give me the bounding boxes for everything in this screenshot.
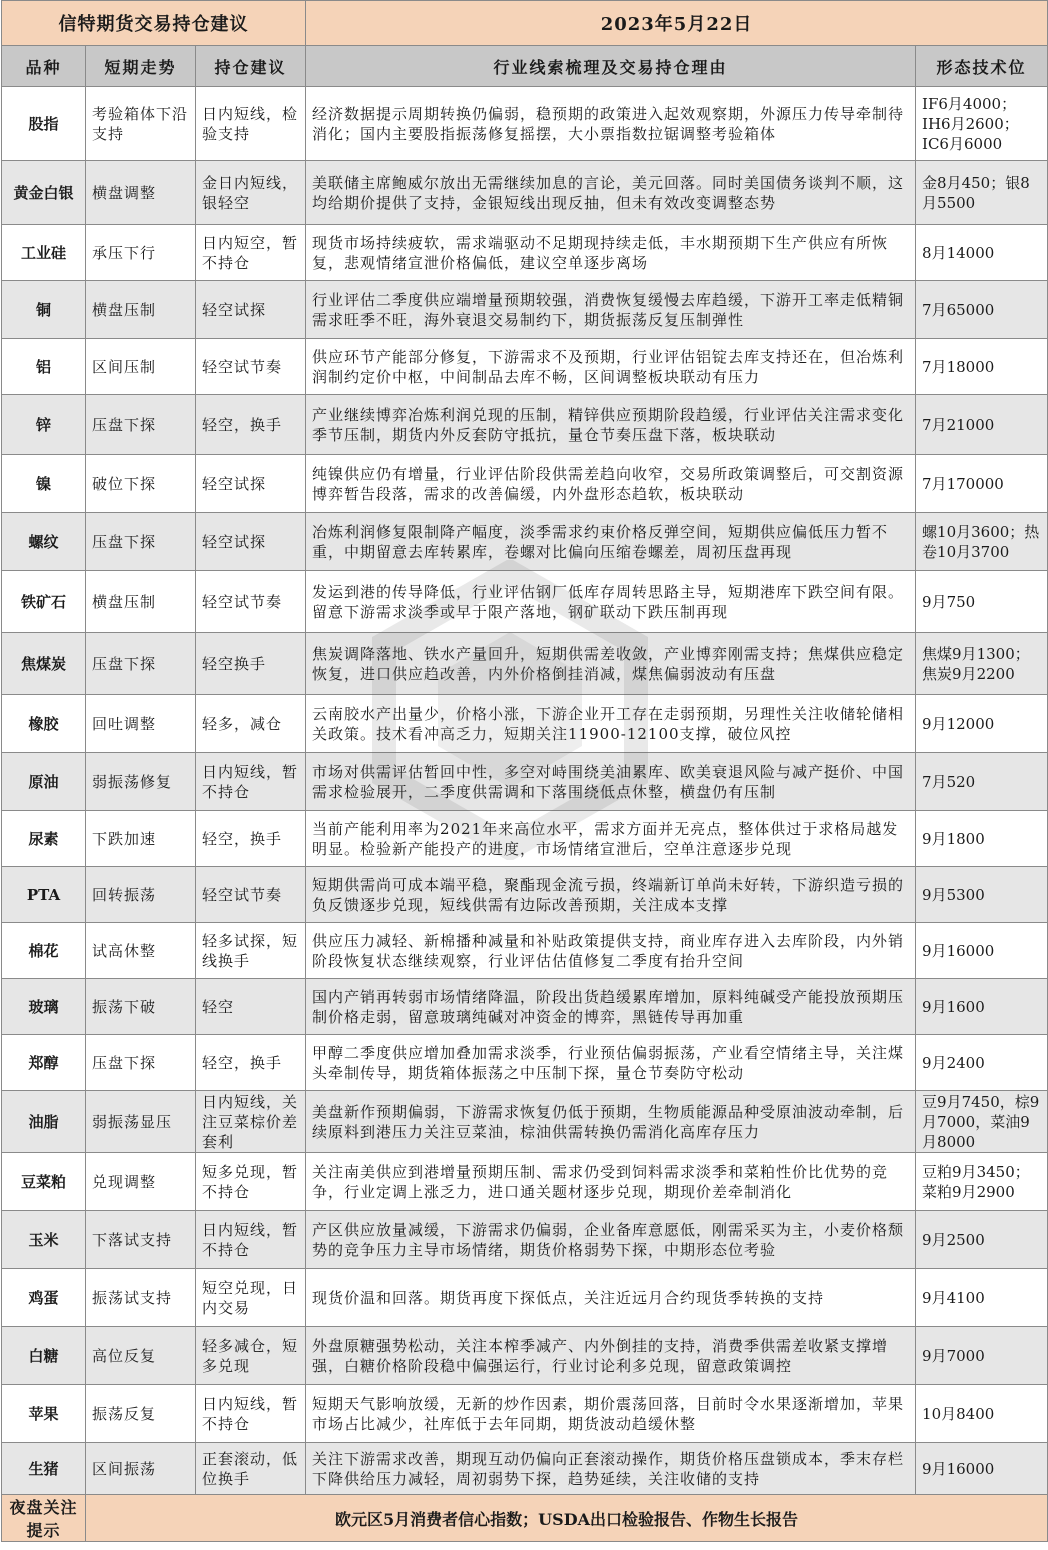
reason-cell: 云南胶水产出量少，价格小涨，下游企业开工存在走弱预期，另理性关注收储轮储相关政策。技术看冲高乏力，短期关注11900-12100支撑，破位风控 bbox=[306, 695, 916, 753]
tech-level-cell: 焦煤9月1300；焦炭9月2200 bbox=[916, 633, 1048, 695]
tech-level-cell: 9月16000 bbox=[916, 923, 1048, 979]
variety-cell: 股指 bbox=[2, 87, 86, 161]
tech-level-cell: 7月18000 bbox=[916, 339, 1048, 395]
table-row bbox=[2, 225, 1048, 281]
table-row bbox=[2, 1385, 1048, 1443]
table-row bbox=[2, 281, 1048, 339]
variety-cell: 豆菜粕 bbox=[2, 1153, 86, 1211]
column-header-position: 持仓建议 bbox=[196, 46, 306, 87]
position-cell: 日内短空，暂不持仓 bbox=[196, 225, 306, 281]
variety-cell: 油脂 bbox=[2, 1091, 86, 1153]
tech-level-cell: 9月12000 bbox=[916, 695, 1048, 753]
variety-cell: 铁矿石 bbox=[2, 571, 86, 633]
reason-cell: 关注下游需求改善，期现互动仍偏向正套滚动操作，期货价格压盘锁成本，季末存栏下降供给压力减轻，周初弱势下探，趋势延续，关注收储的支持 bbox=[306, 1443, 916, 1495]
trend-cell: 回转振荡 bbox=[86, 867, 196, 923]
variety-cell: 苹果 bbox=[2, 1385, 86, 1443]
tech-level-cell: 9月16000 bbox=[916, 1443, 1048, 1495]
reason-cell: 甲醇二季度供应增加叠加需求淡季，行业预估偏弱振荡，产业看空情绪主导，关注煤头牵制传导，期货箱体振荡之中压制下探，量仓节奏防守松动 bbox=[306, 1035, 916, 1091]
footer-row bbox=[2, 1495, 1048, 1542]
reason-cell: 产业继续博弈冶炼利润兑现的压制，精锌供应预期阶段趋缓，行业评估关注需求变化季节压制，期货内外反套防守抵抗，量仓节奏压盘下落，板块联动 bbox=[306, 395, 916, 455]
trend-cell: 考验箱体下沿支持 bbox=[86, 87, 196, 161]
reason-cell: 美联储主席鲍威尔放出无需继续加息的言论，美元回落。同时美国债务谈判不顺，这均给期价提供了支持，金银短线出现反抽，但未有效改变调整态势 bbox=[306, 161, 916, 225]
column-header-reason: 行业线索梳理及交易持仓理由 bbox=[306, 46, 916, 87]
position-cell: 轻空试节奏 bbox=[196, 339, 306, 395]
title-row bbox=[2, 1, 1048, 46]
column-header-tech-level: 形态技术位 bbox=[916, 46, 1048, 87]
position-cell: 轻空试探 bbox=[196, 513, 306, 571]
trend-cell: 横盘调整 bbox=[86, 161, 196, 225]
variety-cell: 玻璃 bbox=[2, 979, 86, 1035]
trend-cell: 试高休整 bbox=[86, 923, 196, 979]
table-row bbox=[2, 1327, 1048, 1385]
table-row bbox=[2, 1443, 1048, 1495]
reason-cell: 发运到港的传导降低，行业评估钢厂低库存周转思路主导，短期港库下跌空间有限。留意下游需求淡季或早于限产落地，钢矿联动下跌压制再现 bbox=[306, 571, 916, 633]
variety-cell: 焦煤炭 bbox=[2, 633, 86, 695]
tech-level-cell: 9月1600 bbox=[916, 979, 1048, 1035]
position-cell: 轻多试探，短线换手 bbox=[196, 923, 306, 979]
variety-cell: 郑醇 bbox=[2, 1035, 86, 1091]
table-row bbox=[2, 1153, 1048, 1211]
position-cell: 轻空试节奏 bbox=[196, 867, 306, 923]
trend-cell: 压盘下探 bbox=[86, 633, 196, 695]
tech-level-cell: 豆9月7450，棕9月7000，菜油9月8000 bbox=[916, 1091, 1048, 1153]
tech-level-cell: IF6月4000；IH6月2600；IC6月6000 bbox=[916, 87, 1048, 161]
tech-level-cell: 7月170000 bbox=[916, 455, 1048, 513]
trend-cell: 压盘下探 bbox=[86, 1035, 196, 1091]
reason-cell: 市场对供需评估暂回中性，多空对峙围绕美油累库、欧美衰退风险与减产挺价、中国需求检验展开，二季度供需调和下落围绕低点休整，横盘仍有压制 bbox=[306, 753, 916, 811]
column-header-variety: 品种 bbox=[2, 46, 86, 87]
tech-level-cell: 7月520 bbox=[916, 753, 1048, 811]
table-row bbox=[2, 923, 1048, 979]
trend-cell: 横盘压制 bbox=[86, 281, 196, 339]
variety-cell: 原油 bbox=[2, 753, 86, 811]
trend-cell: 压盘下探 bbox=[86, 395, 196, 455]
reason-cell: 外盘原糖强势松动，关注本榨季减产、内外倒挂的支持，消费季供需差收紧支撑增强，白糖价格阶段稳中偏强运行，行业讨论利多兑现，留意政策调控 bbox=[306, 1327, 916, 1385]
reason-cell: 当前产能利用率为2021年来高位水平，需求方面并无亮点，整体供过于求格局越发明显。检验新产能投产的进度，市场情绪宣泄后，空单注意逐步兑现 bbox=[306, 811, 916, 867]
position-cell: 轻空试节奏 bbox=[196, 571, 306, 633]
trend-cell: 高位反复 bbox=[86, 1327, 196, 1385]
tech-level-cell: 金8月450；银8月5500 bbox=[916, 161, 1048, 225]
reason-cell: 美盘新作预期偏弱，下游需求恢复仍低于预期，生物质能源品种受原油波动牵制，后续原料到港压力关注豆菜油，棕油供需转换仍需消化高库存压力 bbox=[306, 1091, 916, 1153]
table-row bbox=[2, 695, 1048, 753]
position-cell: 轻多减仓，短多兑现 bbox=[196, 1327, 306, 1385]
variety-cell: PTA bbox=[2, 867, 86, 923]
table-row bbox=[2, 1211, 1048, 1269]
position-cell: 正套滚动，低位换手 bbox=[196, 1443, 306, 1495]
reason-cell: 产区供应放量减缓，下游需求仍偏弱，企业备库意愿低，刚需采买为主，小麦价格颓势的竞争压力主导市场情绪，期货价格弱势下探，中期形态位考验 bbox=[306, 1211, 916, 1269]
reason-cell: 经济数据提示周期转换仍偏弱，稳预期的政策进入起效观察期，外源压力传导牵制待消化；国内主要股指振荡修复摇摆，大小票指数拉锯调整考验箱体 bbox=[306, 87, 916, 161]
tech-level-cell: 螺10月3600；热卷10月3700 bbox=[916, 513, 1048, 571]
trend-cell: 压盘下探 bbox=[86, 513, 196, 571]
variety-cell: 白糖 bbox=[2, 1327, 86, 1385]
reason-cell: 纯镍供应仍有增量，行业评估阶段供需差趋向收窄，交易所政策调整后，可交割资源博弈暂告段落，需求的改善偏缓，内外盘形态趋软，板块联动 bbox=[306, 455, 916, 513]
tech-level-cell: 7月65000 bbox=[916, 281, 1048, 339]
table-body bbox=[2, 87, 1048, 1495]
variety-cell: 玉米 bbox=[2, 1211, 86, 1269]
trend-cell: 横盘压制 bbox=[86, 571, 196, 633]
night-session-label: 夜盘关注提示 bbox=[2, 1495, 86, 1542]
table-row bbox=[2, 811, 1048, 867]
night-session-text: 欧元区5月消费者信心指数；USDA出口检验报告、作物生长报告 bbox=[86, 1495, 1048, 1542]
reason-cell: 短期天气影响放缓，无新的炒作因素，期价震荡回落，目前时令水果逐渐增加，苹果市场占比减少，社库低于去年同期，期货波动趋缓休整 bbox=[306, 1385, 916, 1443]
tech-level-cell: 9月2500 bbox=[916, 1211, 1048, 1269]
trend-cell: 破位下探 bbox=[86, 455, 196, 513]
position-cell: 轻空试探 bbox=[196, 455, 306, 513]
table-row bbox=[2, 571, 1048, 633]
reason-cell: 关注南美供应到港增量预期压制、需求仍受到饲料需求淡季和菜粕性价比优势的竞争，行业定调上涨乏力，进口通关题材逐步兑现，期现价差牵制消化 bbox=[306, 1153, 916, 1211]
trend-cell: 振荡试支持 bbox=[86, 1269, 196, 1327]
position-cell: 轻空试探 bbox=[196, 281, 306, 339]
table-row bbox=[2, 867, 1048, 923]
table-row bbox=[2, 161, 1048, 225]
table-row bbox=[2, 1035, 1048, 1091]
trend-cell: 回吐调整 bbox=[86, 695, 196, 753]
variety-cell: 镍 bbox=[2, 455, 86, 513]
trend-cell: 区间压制 bbox=[86, 339, 196, 395]
reason-cell: 冶炼利润修复限制降产幅度，淡季需求约束价格反弹空间，短期供应偏低压力暂不重，中期留意去库转累库，卷螺对比偏向压缩卷螺差，周初压盘再现 bbox=[306, 513, 916, 571]
variety-cell: 橡胶 bbox=[2, 695, 86, 753]
table-row bbox=[2, 513, 1048, 571]
table-row bbox=[2, 87, 1048, 161]
variety-cell: 工业硅 bbox=[2, 225, 86, 281]
tech-level-cell: 9月5300 bbox=[916, 867, 1048, 923]
table-row bbox=[2, 1269, 1048, 1327]
table-row bbox=[2, 395, 1048, 455]
trend-cell: 下落试支持 bbox=[86, 1211, 196, 1269]
variety-cell: 鸡蛋 bbox=[2, 1269, 86, 1327]
position-advice-table bbox=[1, 0, 1048, 1542]
trend-cell: 弱振荡显压 bbox=[86, 1091, 196, 1153]
variety-cell: 棉花 bbox=[2, 923, 86, 979]
variety-cell: 锌 bbox=[2, 395, 86, 455]
reason-cell: 供应压力减轻、新棉播种减量和补贴政策提供支持，商业库存进入去库阶段，内外销阶段恢复状态继续观察，行业评估估值修复二季度有抬升空间 bbox=[306, 923, 916, 979]
position-cell: 轻空 bbox=[196, 979, 306, 1035]
column-header-trend: 短期走势 bbox=[86, 46, 196, 87]
trend-cell: 下跌加速 bbox=[86, 811, 196, 867]
column-header-row bbox=[2, 46, 1048, 87]
variety-cell: 铜 bbox=[2, 281, 86, 339]
trend-cell: 区间振荡 bbox=[86, 1443, 196, 1495]
tech-level-cell: 9月4100 bbox=[916, 1269, 1048, 1327]
position-cell: 日内短线，暂不持仓 bbox=[196, 1211, 306, 1269]
tech-level-cell: 9月750 bbox=[916, 571, 1048, 633]
trend-cell: 兑现调整 bbox=[86, 1153, 196, 1211]
trend-cell: 弱振荡修复 bbox=[86, 753, 196, 811]
position-cell: 轻空，换手 bbox=[196, 1035, 306, 1091]
report-title: 信特期货交易持仓建议 bbox=[2, 1, 306, 46]
table-row bbox=[2, 1091, 1048, 1153]
position-cell: 日内短线，关注豆菜棕价差套利 bbox=[196, 1091, 306, 1153]
table-row bbox=[2, 339, 1048, 395]
table-row bbox=[2, 979, 1048, 1035]
table-row bbox=[2, 753, 1048, 811]
variety-cell: 黄金白银 bbox=[2, 161, 86, 225]
tech-level-cell: 8月14000 bbox=[916, 225, 1048, 281]
trend-cell: 振荡下破 bbox=[86, 979, 196, 1035]
reason-cell: 焦炭调降落地、铁水产量回升，短期供需差收敛，产业博弈刚需支持；焦煤供应稳定恢复，进口供应趋改善，内外价格倒挂消减，煤焦偏弱波动有压盘 bbox=[306, 633, 916, 695]
tech-level-cell: 9月2400 bbox=[916, 1035, 1048, 1091]
tech-level-cell: 7月21000 bbox=[916, 395, 1048, 455]
table-row bbox=[2, 633, 1048, 695]
tech-level-cell: 豆粕9月3450；菜粕9月2900 bbox=[916, 1153, 1048, 1211]
position-cell: 轻空，换手 bbox=[196, 811, 306, 867]
position-cell: 轻多，减仓 bbox=[196, 695, 306, 753]
variety-cell: 螺纹 bbox=[2, 513, 86, 571]
trend-cell: 振荡反复 bbox=[86, 1385, 196, 1443]
variety-cell: 尿素 bbox=[2, 811, 86, 867]
position-cell: 日内短线，检验支持 bbox=[196, 87, 306, 161]
position-cell: 轻空，换手 bbox=[196, 395, 306, 455]
position-cell: 金日内短线，银轻空 bbox=[196, 161, 306, 225]
report-date: 2023年5月22日 bbox=[306, 1, 1048, 46]
reason-cell: 现货价温和回落。期货再度下探低点，关注近远月合约现货季转换的支持 bbox=[306, 1269, 916, 1327]
tech-level-cell: 9月1800 bbox=[916, 811, 1048, 867]
reason-cell: 国内产销再转弱市场情绪降温，阶段出货趋缓累库增加，原料纯碱受产能投放预期压制价格走弱，留意玻璃纯碱对冲资金的博弈，黑链传导再加重 bbox=[306, 979, 916, 1035]
trend-cell: 承压下行 bbox=[86, 225, 196, 281]
position-cell: 短多兑现，暂不持仓 bbox=[196, 1153, 306, 1211]
reason-cell: 供应环节产能部分修复，下游需求不及预期，行业评估铝锭去库支持还在，但冶炼利润制约定价中枢，中间制品去库不畅，区间调整板块联动有压力 bbox=[306, 339, 916, 395]
position-cell: 轻空换手 bbox=[196, 633, 306, 695]
reason-cell: 现货市场持续疲软，需求端驱动不足期现持续走低，丰水期预期下生产供应有所恢复，悲观情绪宣泄价格偏低，建议空单逐步离场 bbox=[306, 225, 916, 281]
tech-level-cell: 10月8400 bbox=[916, 1385, 1048, 1443]
position-cell: 日内短线，暂不持仓 bbox=[196, 1385, 306, 1443]
reason-cell: 行业评估二季度供应端增量预期较强，消费恢复缓慢去库趋缓，下游开工率走低精铜需求旺季不旺，海外衰退交易制约下，期货振荡反复压制弹性 bbox=[306, 281, 916, 339]
variety-cell: 生猪 bbox=[2, 1443, 86, 1495]
table-row bbox=[2, 455, 1048, 513]
tech-level-cell: 9月7000 bbox=[916, 1327, 1048, 1385]
variety-cell: 铝 bbox=[2, 339, 86, 395]
position-cell: 短空兑现，日内交易 bbox=[196, 1269, 306, 1327]
position-cell: 日内短线，暂不持仓 bbox=[196, 753, 306, 811]
reason-cell: 短期供需尚可成本端平稳，聚酯现金流亏损，终端新订单尚未好转，下游织造亏损的负反馈逐步兑现，短线供需有边际改善预期，关注成本支撑 bbox=[306, 867, 916, 923]
